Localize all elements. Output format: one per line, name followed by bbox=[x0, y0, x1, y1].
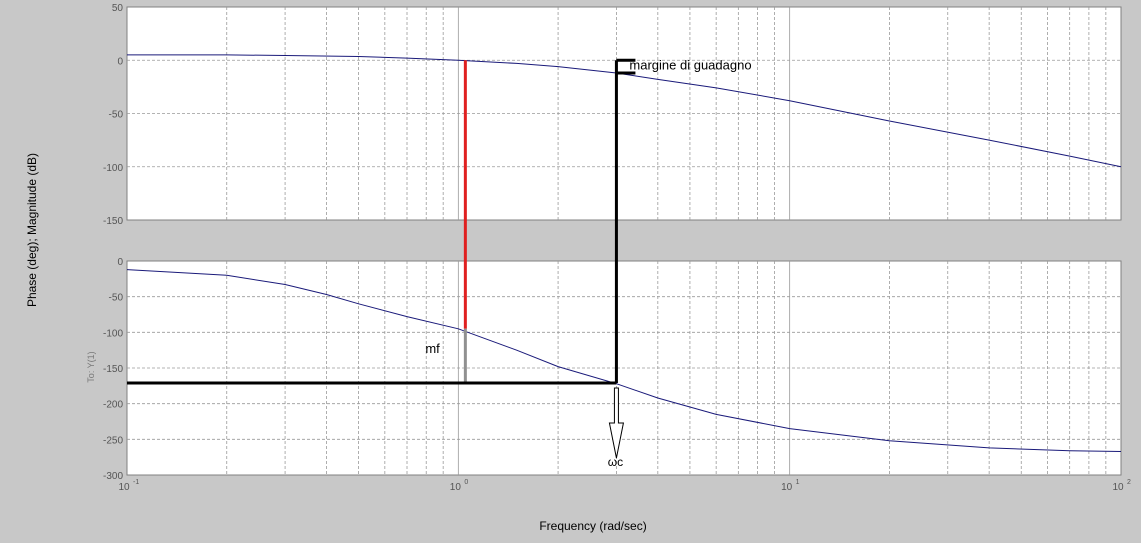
mag-y-tick-label: -100 bbox=[103, 163, 123, 174]
phase-y-tick-label: -250 bbox=[103, 435, 123, 446]
magnitude-plot bbox=[103, 3, 1121, 227]
x-tick-label: 10 bbox=[118, 482, 130, 493]
x-tick-exponent: 1 bbox=[796, 479, 800, 486]
mf-label: mf bbox=[425, 341, 440, 356]
omega-c-label: ωc bbox=[608, 455, 623, 469]
x-axis-label: Frequency (rad/sec) bbox=[539, 519, 646, 533]
x-tick-label: 10 bbox=[781, 482, 793, 493]
phase-y-tick-label: -150 bbox=[103, 364, 123, 375]
mag-y-tick-label: -50 bbox=[109, 110, 124, 121]
phase-y-tick-label: 0 bbox=[117, 257, 123, 268]
phase-output-label: To: Y(1) bbox=[86, 351, 96, 382]
x-tick-exponent: -1 bbox=[133, 479, 139, 486]
gain-margin-label: margine di guadagno bbox=[629, 58, 751, 73]
x-tick-label: 10 bbox=[450, 482, 462, 493]
phase-y-tick-label: -100 bbox=[103, 328, 123, 339]
phase-y-tick-label: -300 bbox=[103, 471, 123, 482]
y-axis-label: Phase (deg); Magnitude (dB) bbox=[25, 153, 39, 307]
phase-y-tick-label: -200 bbox=[103, 400, 123, 411]
x-tick-exponent: 0 bbox=[464, 479, 468, 486]
phase-y-tick-label: -50 bbox=[109, 293, 124, 304]
x-tick-exponent: 2 bbox=[1127, 479, 1131, 486]
mag-y-tick-label: -150 bbox=[103, 216, 123, 227]
x-tick-label: 10 bbox=[1112, 482, 1124, 493]
mag-y-tick-label: 50 bbox=[112, 3, 124, 14]
mag-y-tick-label: 0 bbox=[117, 56, 123, 67]
